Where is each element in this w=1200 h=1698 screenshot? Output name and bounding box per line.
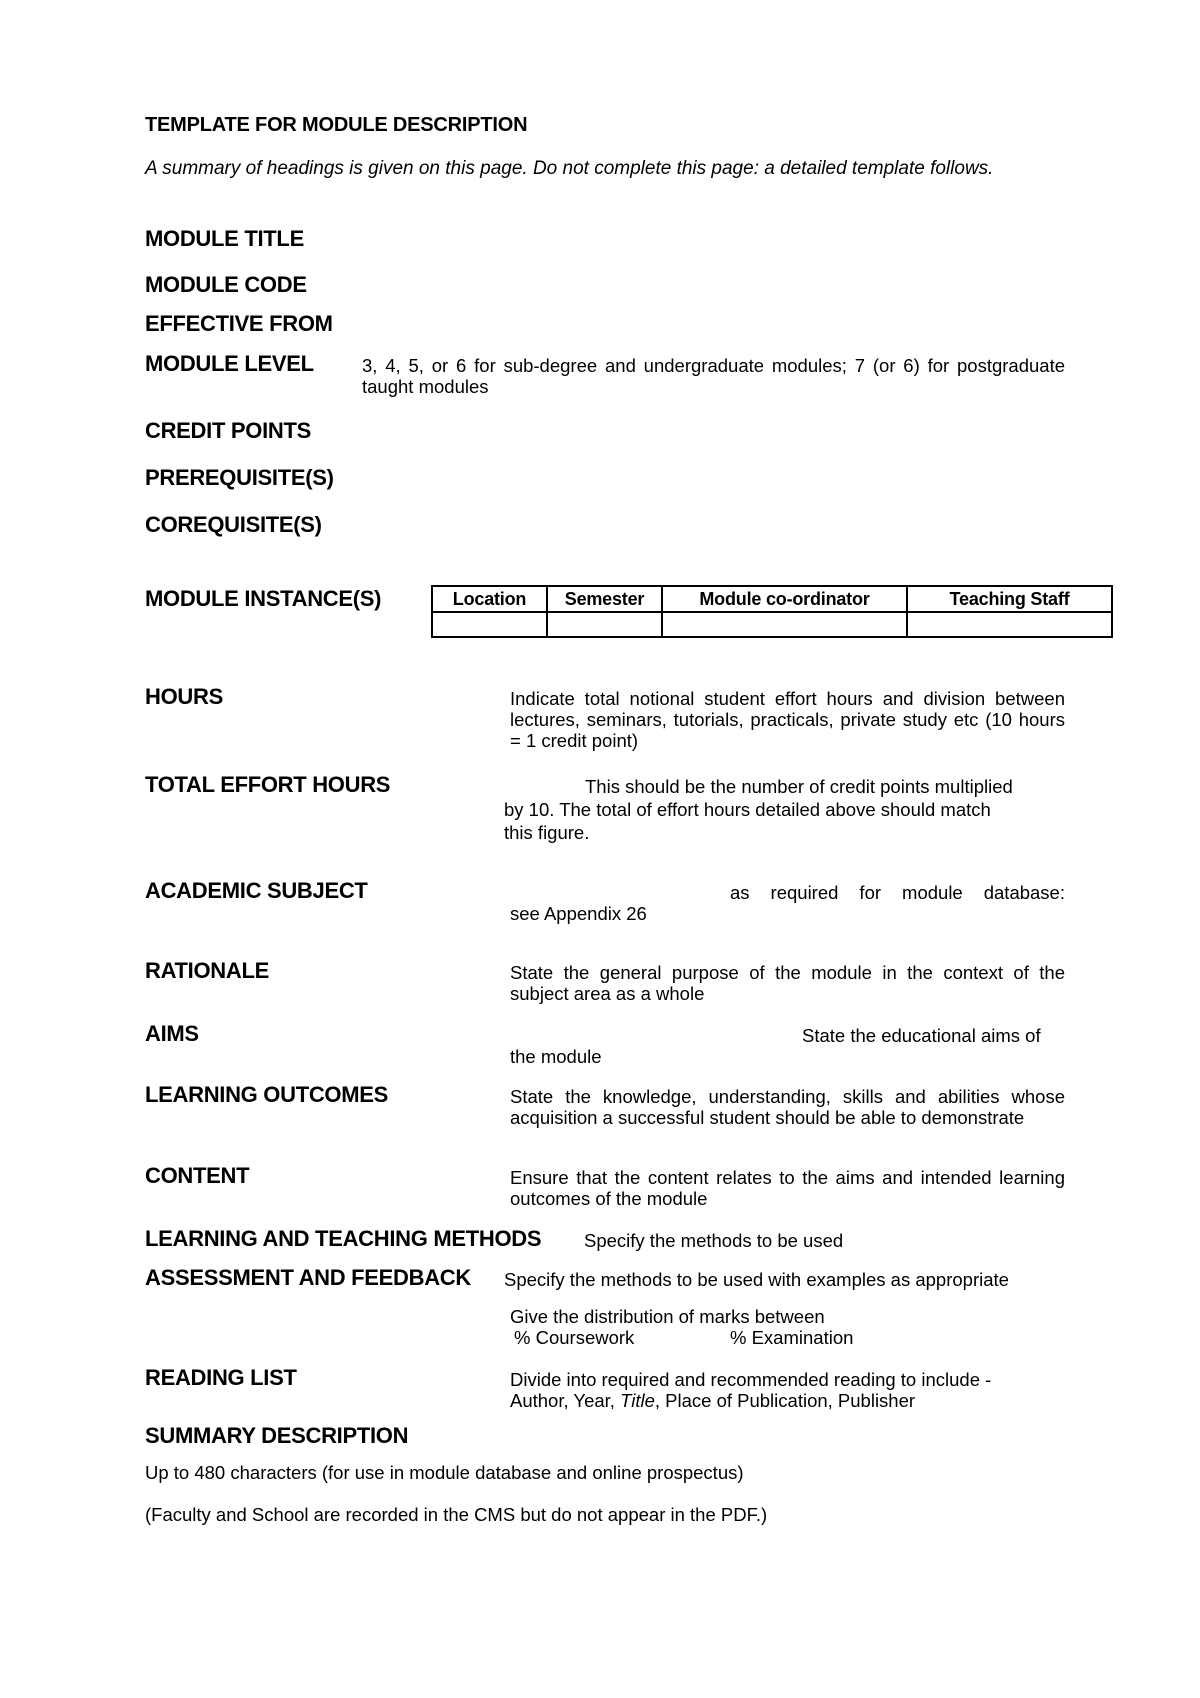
academic-subject-line1: as required for module database: [730, 882, 1065, 903]
learning-teaching-methods-description: Specify the methods to be used [584, 1230, 844, 1251]
summary-description-text: Up to 480 characters (for use in module database and online prospectus) [145, 1462, 744, 1483]
academic-subject-line2: see Appendix 26 [510, 903, 647, 924]
rationale-description: State the general purpose of the module in the context of the subject area as a whole [510, 962, 1065, 1004]
column-header-location: Location [432, 586, 547, 612]
table-row [432, 612, 1112, 637]
reading-list-text-b: , Place of Publication, Publisher [654, 1390, 916, 1411]
module-level-description: 3, 4, 5, or 6 for sub-degree and undergraduate modules; 7 (or 6) for postgraduate taught modules [362, 355, 1065, 397]
heading-rationale: RATIONALE [145, 958, 269, 983]
intro-note: A summary of headings is given on this page. Do not complete this page: a detailed template follows. [145, 158, 994, 179]
aims-line2: the module [510, 1046, 602, 1067]
heading-assessment-feedback: ASSESSMENT AND FEEDBACK [145, 1265, 471, 1290]
heading-credit-points: CREDIT POINTS [145, 418, 311, 443]
marks-distribution-note: Give the distribution of marks between [510, 1306, 825, 1327]
heading-module-instances: MODULE INSTANCE(S) [145, 586, 382, 611]
reading-list-text-a: Author, Year, [510, 1390, 621, 1411]
column-header-semester: Semester [547, 586, 662, 612]
heading-module-title: MODULE TITLE [145, 226, 304, 251]
heading-effective-from: EFFECTIVE FROM [145, 311, 333, 336]
document-title: TEMPLATE FOR MODULE DESCRIPTION [145, 114, 528, 136]
module-instances-table [431, 585, 1113, 638]
column-header-module-coordinator: Module co-ordinator [662, 586, 907, 612]
heading-reading-list: READING LIST [145, 1365, 297, 1390]
heading-prerequisites: PREREQUISITE(S) [145, 465, 334, 490]
total-effort-hours-line3: this figure. [504, 822, 590, 843]
heading-content: CONTENT [145, 1163, 250, 1188]
heading-total-effort-hours: TOTAL EFFORT HOURS [145, 772, 391, 797]
assessment-feedback-description: Specify the methods to be used with examples as appropriate [504, 1269, 1009, 1290]
table-header-row [432, 586, 1112, 612]
total-effort-hours-line2: by 10. The total of effort hours detailed above should match [504, 799, 991, 820]
heading-summary-description: SUMMARY DESCRIPTION [145, 1423, 409, 1448]
heading-learning-outcomes: LEARNING OUTCOMES [145, 1082, 389, 1107]
reading-list-line1: Divide into required and recommended reading to include - [510, 1369, 992, 1390]
heading-hours: HOURS [145, 684, 223, 709]
heading-module-level: MODULE LEVEL [145, 351, 314, 376]
heading-learning-teaching-methods: LEARNING AND TEACHING METHODS [145, 1226, 542, 1251]
coursework-label: % Coursework [514, 1327, 635, 1348]
heading-module-code: MODULE CODE [145, 272, 307, 297]
content-description: Ensure that the content relates to the aims and intended learning outcomes of the module [510, 1167, 1065, 1209]
cell-teaching-staff [907, 612, 1112, 637]
examination-label: % Examination [730, 1327, 854, 1348]
aims-line1: State the educational aims of [802, 1025, 1041, 1046]
heading-corequisites: COREQUISITE(S) [145, 512, 322, 537]
cell-module-coordinator [662, 612, 907, 637]
reading-list-title-italic: Title [620, 1390, 655, 1411]
heading-aims: AIMS [145, 1021, 199, 1046]
learning-outcomes-description: State the knowledge, understanding, skills and abilities whose acquisition a successful student should be able to demonstrate [510, 1086, 1065, 1128]
total-effort-hours-line1: This should be the number of credit points multiplied [585, 776, 1013, 797]
cell-location [432, 612, 547, 637]
cell-semester [547, 612, 662, 637]
heading-academic-subject: ACADEMIC SUBJECT [145, 878, 368, 903]
reading-list-line2 [510, 1390, 915, 1411]
column-header-teaching-staff: Teaching Staff [907, 586, 1112, 612]
footnote: (Faculty and School are recorded in the CMS but do not appear in the PDF.) [145, 1504, 768, 1525]
hours-description: Indicate total notional student effort hours and division between lectures, seminars, tutorials, practicals, private study etc (10 hours = 1 credit point) [510, 688, 1065, 751]
